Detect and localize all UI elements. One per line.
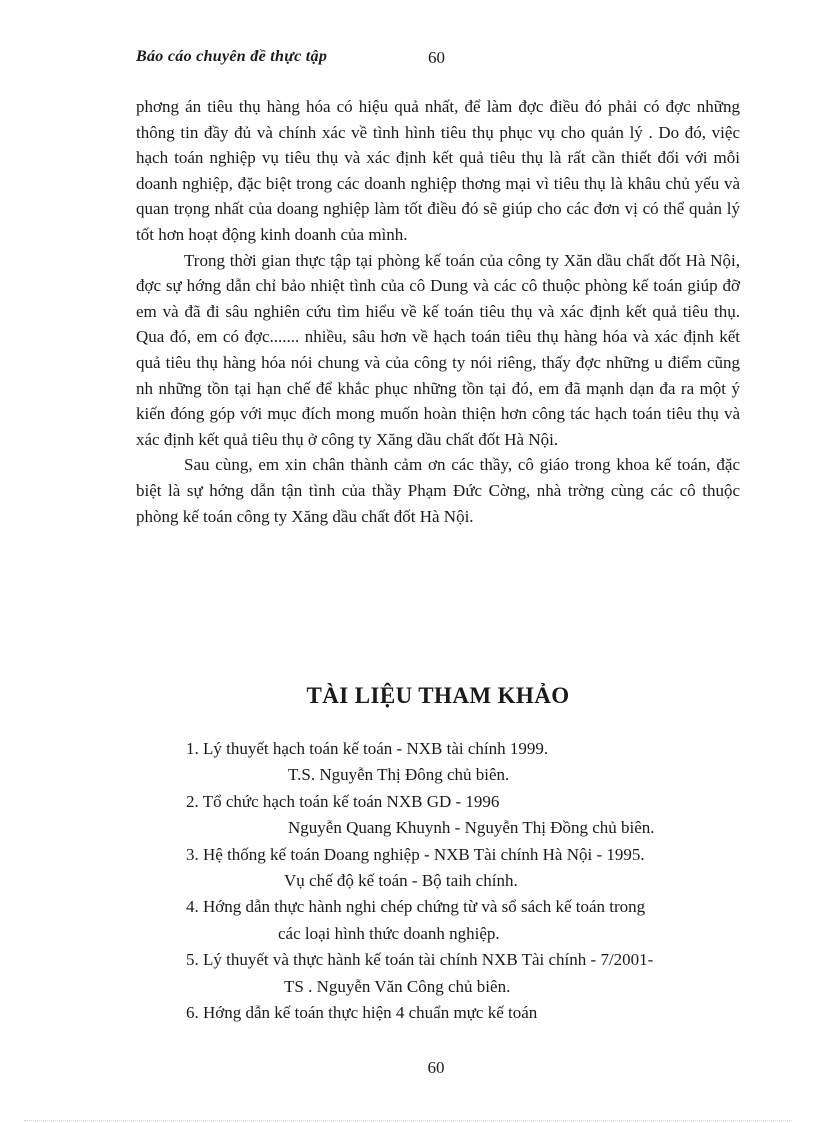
references-list — [186, 736, 746, 1026]
reference-line: 2. Tổ chức hạch toán kế toán NXB GD - 1996 — [186, 791, 500, 811]
body-text — [136, 94, 740, 529]
reference-line: 4. Hớng dẫn thực hành nghi chép chứng từ và sổ sách kế toán trong — [186, 897, 646, 917]
page-header — [136, 46, 756, 72]
body-paragraph: Sau cùng, em xin chân thành cảm ơn các thầy, cô giáo trong khoa kế toán, đặc biệt là sự hớng dẫn tận tình của thầy Phạm Đức Cờng, nhà trờng cùng các cô thuộc phòng kế toán công ty Xăng dầu chất đốt Hà Nội. — [136, 455, 740, 526]
reference-item — [186, 842, 746, 895]
reference-subline: T.S. Nguyễn Thị Đông chủ biên. — [288, 765, 510, 785]
header-title: Báo cáo chuyên đề thực tập — [136, 48, 328, 65]
reference-item — [186, 947, 746, 1000]
body-paragraph: Trong thời gian thực tập tại phòng kế toán của công ty Xăn dầu chất đốt Hà Nội, đợc sự hớng dẫn chỉ bảo nhiệt tình của cô Dung và các cô thuộc phòng kế toán giúp đỡ em và đã đi sâu nghiên cứu tìm hiểu về kế toán tiêu thụ và xác định kết quả tiêu thụ. Qua đó, em có đợc....... nhiều, sâu hơn về hạch toán tiêu thụ hàng hóa và xác định kết quả tiêu thụ hàng hóa nói chung và của công ty nói riêng, thấy đợc những u điểm cũng nh những tồn tại hạn chế để khắc phục những tồn tại đó, em đã mạnh dạn đa ra một ý kiến đóng góp với mục đích mong muốn hoàn thiện hơn công tác hạch toán tiêu thụ và xác định kết quả tiêu thụ ở công ty Xăng dầu chất đốt Hà Nội. — [136, 250, 740, 449]
reference-subline: các loại hình thức doanh nghiệp. — [278, 923, 500, 943]
reference-line: 6. Hớng dẫn kế toán thực hiện 4 chuẩn mực kế toán — [186, 1003, 538, 1023]
reference-item — [186, 789, 746, 842]
reference-line: 5. Lý thuyết và thực hành kế toán tài chính NXB Tài chính - 7/2001- — [186, 950, 654, 970]
reference-line: 3. Hệ thống kế toán Doang nghiệp - NXB Tài chính Hà Nội - 1995. — [186, 844, 645, 864]
reference-subline: TS . Nguyễn Văn Công chủ biên. — [284, 976, 511, 996]
reference-line: 1. Lý thuyết hạch toán kế toán - NXB tài chính 1999. — [186, 739, 549, 758]
page-bottom-divider — [24, 1120, 792, 1121]
reference-item — [186, 1000, 746, 1026]
reference-subline: Vụ chế độ kế toán - Bộ taih chính. — [284, 871, 518, 891]
footer-page-number: 60 — [427, 1058, 445, 1077]
reference-item — [186, 736, 746, 789]
references-title: TÀI LIỆU THAM KHẢO — [306, 683, 570, 708]
body-paragraph: phơng án tiêu thụ hàng hóa có hiệu quả nhất, để làm đợc điều đó phải có đợc những thông tin đầy đủ và chính xác về tình hình tiêu thụ phục vụ cho quản lý . Do đó, việc hạch toán nghiệp vụ tiêu thụ và xác định kết quả tiêu thụ là rất cần thiết đối với mỗi doanh nghiệp, đặc biệt trong các doanh nghiệp thơng mại vì tiêu thụ là khâu chủ yếu và quan trọng nhất của doang nghiệp làm tốt điều đó sẽ giúp cho các đơn vị có thể quản lý tốt hơn hoạt động kinh doanh của mình. — [136, 97, 740, 244]
reference-item — [186, 894, 746, 947]
reference-subline: Nguyễn Quang Khuynh - Nguyễn Thị Đồng chủ biên. — [288, 818, 655, 838]
header-page-number: 60 — [428, 48, 445, 67]
